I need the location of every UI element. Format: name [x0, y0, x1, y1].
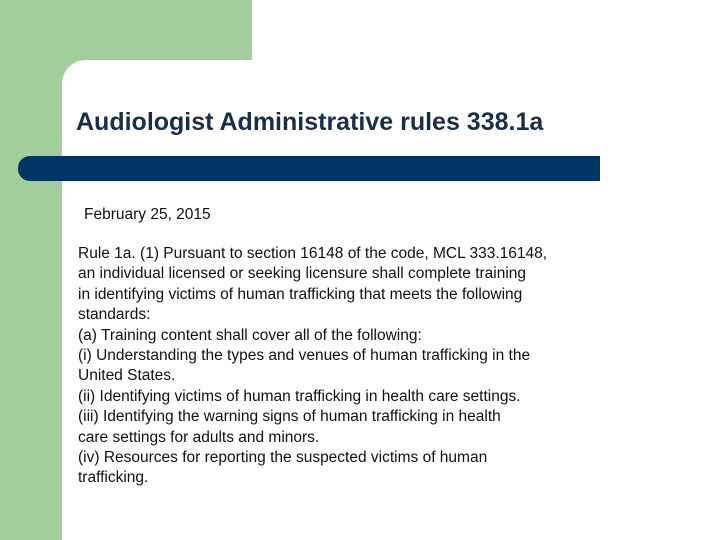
- body-line: Rule 1a. (1) Pursuant to section 16148 of the code, MCL 333.16148,: [78, 245, 548, 262]
- rule-body-text: [78, 244, 668, 489]
- body-line: (i) Understanding the types and venues of human trafficking in the: [78, 347, 531, 365]
- slide-date: February 25, 2015: [84, 206, 211, 223]
- body-line: standards:: [78, 306, 151, 324]
- body-line: trafficking.: [78, 469, 149, 487]
- body-line: United States.: [78, 367, 176, 385]
- body-line: care settings for adults and minors.: [78, 428, 320, 446]
- body-line: in identifying victims of human trafficking that meets the following: [78, 285, 523, 303]
- title-underline-bar: [18, 156, 600, 181]
- body-line: an individual licensed or seeking licensure shall complete training: [78, 265, 527, 283]
- body-line: (a) Training content shall cover all of the following:: [78, 326, 422, 344]
- body-line: (ii) Identifying victims of human trafficking in health care settings.: [78, 387, 521, 405]
- body-line: (iii) Identifying the warning signs of human trafficking in health: [78, 408, 501, 426]
- slide-title: Audiologist Administrative rules 338.1a: [76, 108, 544, 136]
- body-line: (iv) Resources for reporting the suspected victims of human: [78, 449, 488, 467]
